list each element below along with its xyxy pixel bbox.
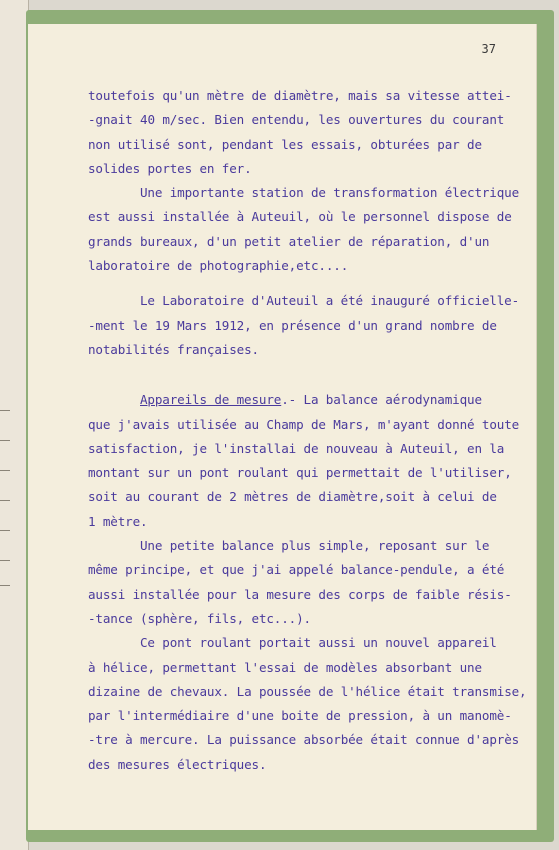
text-line: Ce pont roulant portait aussi un nouvel appareil bbox=[140, 635, 497, 651]
section-heading: Appareils de mesure bbox=[140, 392, 282, 408]
edge-tick bbox=[0, 470, 10, 471]
text-line: -tance (sphère, fils, etc...). bbox=[88, 610, 311, 626]
text-line: est aussi installée à Auteuil, où le personnel dispose de bbox=[88, 209, 512, 225]
text-line: -gnait 40 m/sec. Bien entendu, les ouvertures du courant bbox=[88, 112, 505, 128]
text-line: laboratoire de photographie,etc.... bbox=[88, 258, 349, 274]
typed-text-body bbox=[88, 84, 528, 777]
text-line: satisfaction, je l'installai de nouveau à Auteuil, en la bbox=[88, 440, 505, 456]
text-line: solides portes en fer. bbox=[88, 160, 252, 176]
text-line bbox=[88, 388, 528, 412]
edge-tick bbox=[0, 410, 10, 411]
text-line: toutefois qu'un mètre de diamètre, mais sa vitesse attei- bbox=[88, 88, 512, 103]
text-line: grands bureaux, d'un petit atelier de réparation, d'un bbox=[88, 233, 490, 249]
text-line: Une petite balance plus simple, reposant sur le bbox=[140, 538, 490, 554]
document-page bbox=[28, 24, 536, 830]
text-line: Le Laboratoire d'Auteuil a été inauguré officielle- bbox=[140, 293, 520, 309]
text-line: dizaine de chevaux. La poussée de l'hélice était transmise, bbox=[88, 683, 527, 699]
text-line: même principe, et que j'ai appelé balance-pendule, a été bbox=[88, 562, 505, 578]
edge-tick bbox=[0, 560, 10, 561]
text-line: par l'intermédiaire d'une boite de pression, à un manomè- bbox=[88, 708, 512, 724]
text-line: non utilisé sont, pendant les essais, obturées par de bbox=[88, 136, 482, 152]
text-fragment: .- La balance aérodynamique bbox=[281, 392, 482, 408]
text-line: 1 mètre. bbox=[88, 513, 148, 529]
edge-tick bbox=[0, 500, 10, 501]
text-line: -ment le 19 Mars 1912, en présence d'un grand nombre de bbox=[88, 317, 497, 333]
adjacent-page-edge bbox=[0, 0, 29, 850]
text-line: Une importante station de transformation électrique bbox=[140, 185, 520, 201]
text-line: notabilités françaises. bbox=[88, 341, 259, 357]
text-line: des mesures électriques. bbox=[88, 756, 267, 772]
text-line: montant sur un pont roulant qui permettait de l'utiliser, bbox=[88, 465, 512, 481]
text-line: -tre à mercure. La puissance absorbée était connue d'après bbox=[88, 732, 520, 748]
paragraph-gap bbox=[88, 278, 528, 289]
edge-tick bbox=[0, 530, 10, 531]
text-line: soit au courant de 2 mètres de diamètre,soit à celui de bbox=[88, 489, 497, 505]
text-line: à hélice, permettant l'essai de modèles absorbant une bbox=[88, 659, 482, 675]
text-line: que j'avais utilisée au Champ de Mars, m'ayant donné toute bbox=[88, 416, 520, 432]
edge-tick bbox=[0, 440, 10, 441]
paragraph-gap bbox=[88, 362, 528, 388]
edge-tick bbox=[0, 585, 10, 586]
text-line: aussi installée pour la mesure des corps de faible résis- bbox=[88, 586, 512, 602]
page-number: 37 bbox=[481, 42, 496, 56]
